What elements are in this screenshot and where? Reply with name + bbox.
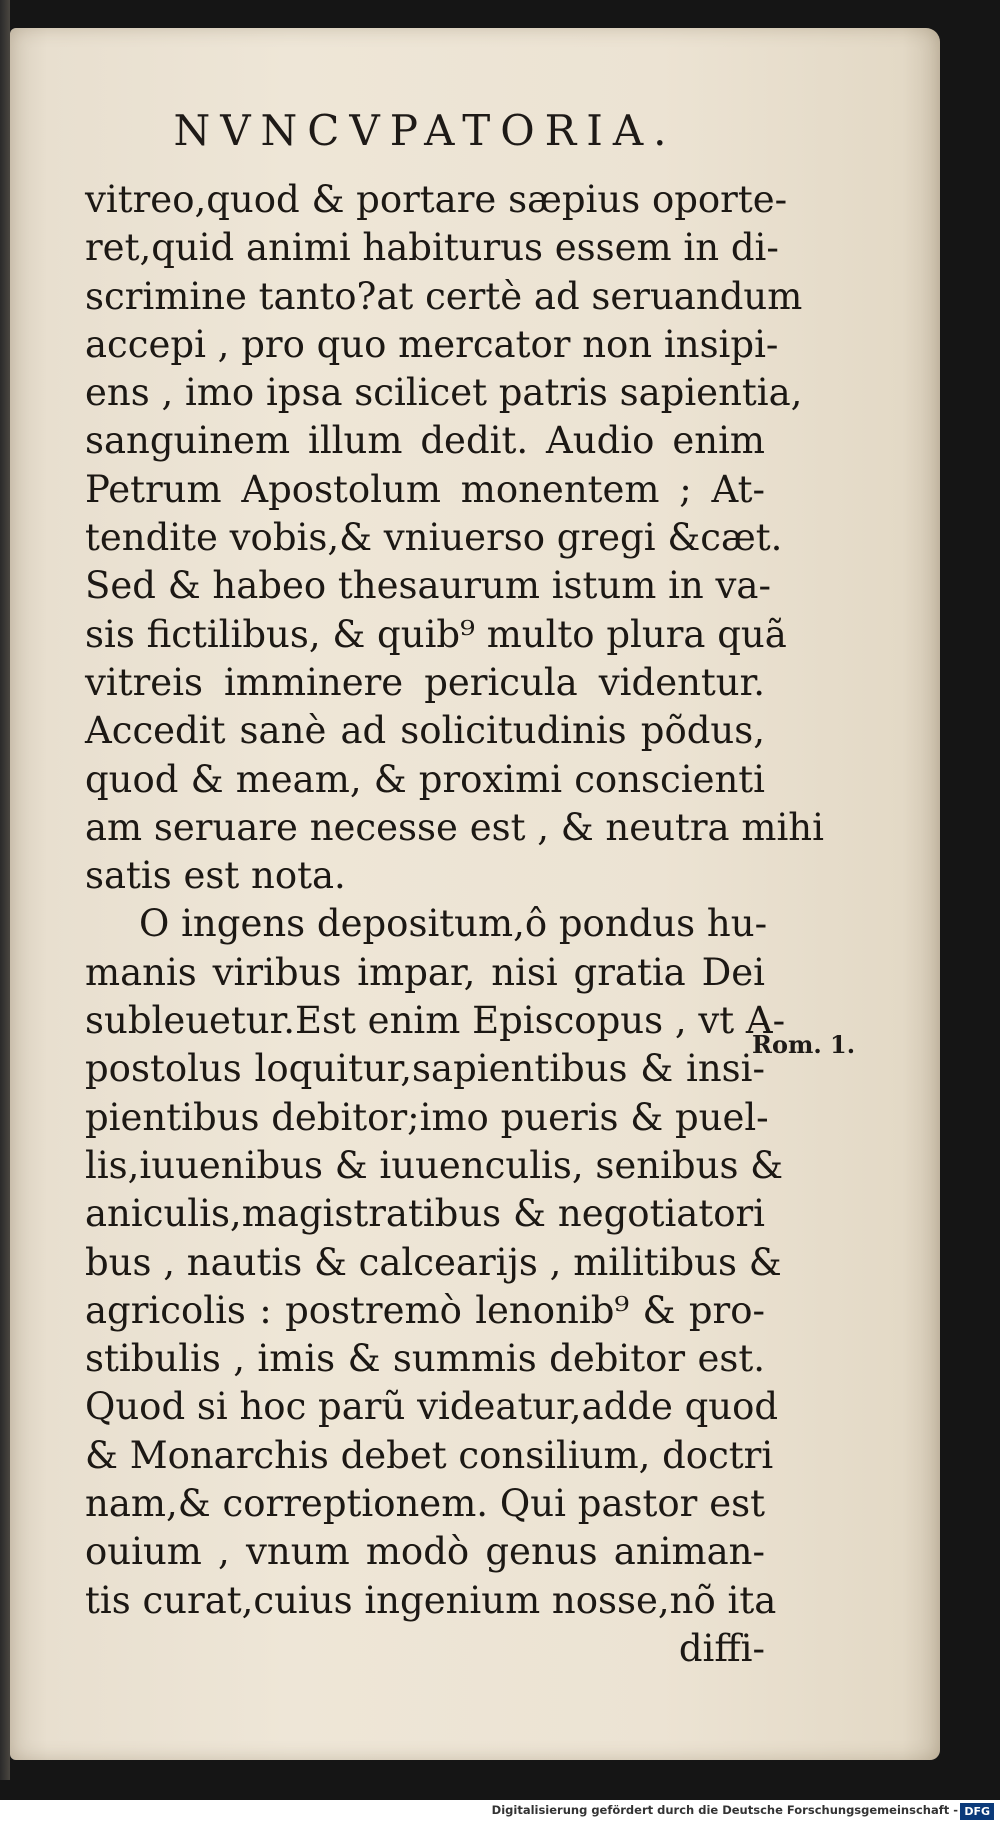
- text-line: pientibus debitor;imo pueris & puel-: [85, 1095, 769, 1139]
- text-line: ret,quid animi habiturus essem in di-: [85, 226, 779, 270]
- book-page: [10, 28, 940, 1760]
- text-line: nam,& correptionem. Qui pastor est: [85, 1482, 765, 1526]
- text-line: subleuetur.Est enim Episcopus , vt A-: [85, 999, 786, 1043]
- text-line: accepi , pro quo mercator non insipi-: [85, 322, 779, 366]
- text-line: vitreo,quod & portare sæpius oporte-: [85, 178, 788, 221]
- digitization-credit: Digitalisierung gefördert durch die Deutsche Forschungsgemeinschaft -: [491, 1803, 958, 1817]
- dfg-logo-icon: DFG: [960, 1803, 994, 1820]
- text-line: stibulis , imis & summis debitor est.: [85, 1337, 765, 1381]
- text-line: scrimine tanto?at certè ad seruandum: [85, 274, 803, 318]
- text-line: sis fictilibus, & quib⁹ multo plura quã: [85, 612, 787, 656]
- text-line: ens , imo ipsa scilicet patris sapientia,: [85, 371, 803, 415]
- text-line: Petrum Apostolum monentem ; At-: [85, 467, 765, 511]
- text-line: quod & meam, & proximi conscienti: [85, 757, 765, 801]
- text-line: manis viribus impar, nisi gratia Dei: [85, 950, 765, 994]
- text-line: postolus loquitur,sapientibus & insi-: [85, 1047, 765, 1091]
- text-line: tendite vobis,& vniuerso gregi &cæt.: [85, 516, 783, 560]
- text-line: ouium , vnum modò genus animan-: [85, 1530, 765, 1574]
- text-line: Accedit sanè ad solicitudinis põdus,: [85, 709, 765, 753]
- text-line: vitreis imminere pericula videntur.: [85, 660, 765, 704]
- marginal-note: Rom. 1.: [752, 1030, 856, 1059]
- running-head: NVNCVPATORIA.: [173, 106, 677, 155]
- text-line: sanguinem illum dedit. Audio enim: [85, 419, 765, 463]
- text-line: & Monarchis debet consilium, doctri: [85, 1433, 774, 1477]
- text-line: lis,iuuenibus & iuuenculis, senibus &: [85, 1143, 784, 1187]
- text-line: tis curat,cuius ingenium nosse,nõ ita: [85, 1578, 777, 1622]
- text-line: Sed & habeo thesaurum istum in va-: [85, 564, 771, 608]
- book-spine-edge: [0, 0, 10, 1780]
- text-line: aniculis,magistratibus & negotiatori: [85, 1192, 765, 1236]
- catchword: diffi-: [678, 1626, 765, 1670]
- text-line: am seruare necesse est , & neutra mihi: [85, 805, 824, 849]
- text-line: Quod si hoc parũ videatur,adde quod: [85, 1385, 779, 1429]
- text-line: bus , nautis & calcearijs , militibus &: [85, 1240, 782, 1284]
- text-line: agricolis : postremò lenonib⁹ & pro-: [85, 1288, 765, 1332]
- text-line: satis est nota.: [85, 854, 346, 898]
- text-line: O ingens depositum,ô pondus hu-: [139, 902, 768, 946]
